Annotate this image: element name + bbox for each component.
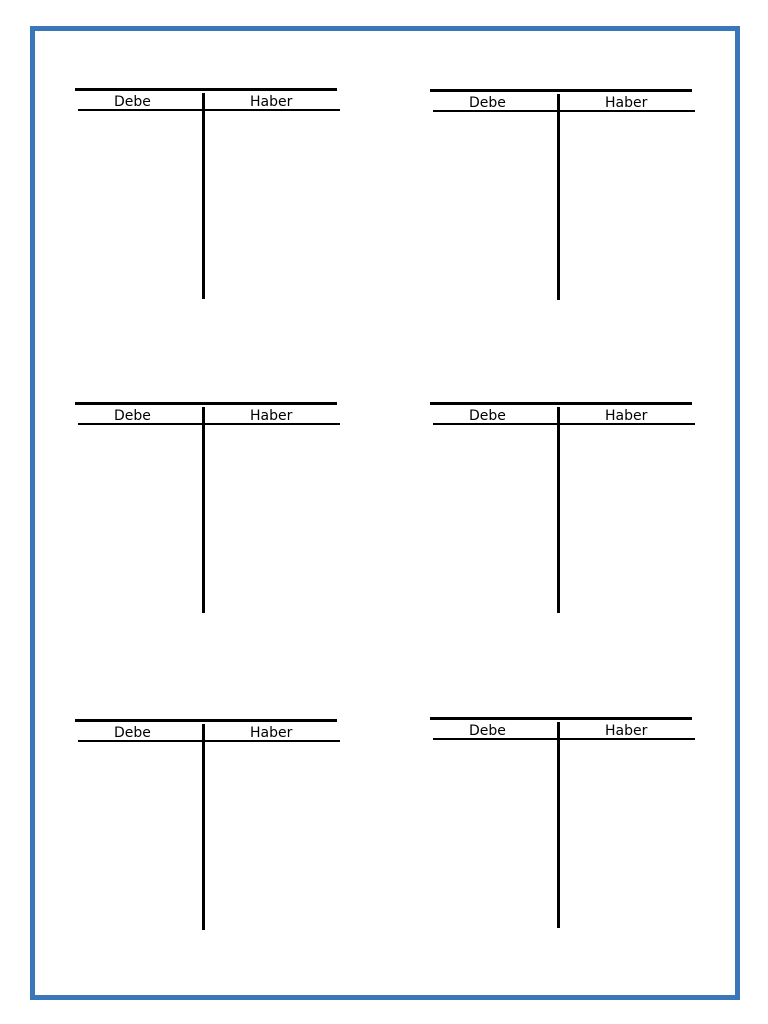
credit-label: Haber xyxy=(605,95,648,111)
worksheet-frame xyxy=(30,26,740,1000)
t-account xyxy=(75,719,340,931)
credit-label: Haber xyxy=(250,94,293,110)
t-account xyxy=(430,89,695,301)
debit-label: Debe xyxy=(114,725,151,741)
debit-label: Debe xyxy=(469,723,506,739)
debit-label: Debe xyxy=(469,95,506,111)
t-account-divider xyxy=(202,407,205,613)
t-account-divider xyxy=(557,407,560,613)
debit-label: Debe xyxy=(114,408,151,424)
debit-label: Debe xyxy=(469,408,506,424)
credit-label: Haber xyxy=(250,725,293,741)
credit-label: Haber xyxy=(250,408,293,424)
t-account-top-rule xyxy=(75,402,337,405)
t-account-top-rule xyxy=(430,717,692,720)
t-account-top-rule xyxy=(430,89,692,92)
t-account xyxy=(75,88,340,300)
t-account-divider xyxy=(557,722,560,928)
t-account-top-rule xyxy=(430,402,692,405)
credit-label: Haber xyxy=(605,408,648,424)
t-account-divider xyxy=(202,724,205,930)
t-account xyxy=(75,402,340,614)
t-account xyxy=(430,717,695,929)
t-account-top-rule xyxy=(75,88,337,91)
t-account-divider xyxy=(557,94,560,300)
t-account-divider xyxy=(202,93,205,299)
t-account xyxy=(430,402,695,614)
debit-label: Debe xyxy=(114,94,151,110)
t-account-top-rule xyxy=(75,719,337,722)
credit-label: Haber xyxy=(605,723,648,739)
